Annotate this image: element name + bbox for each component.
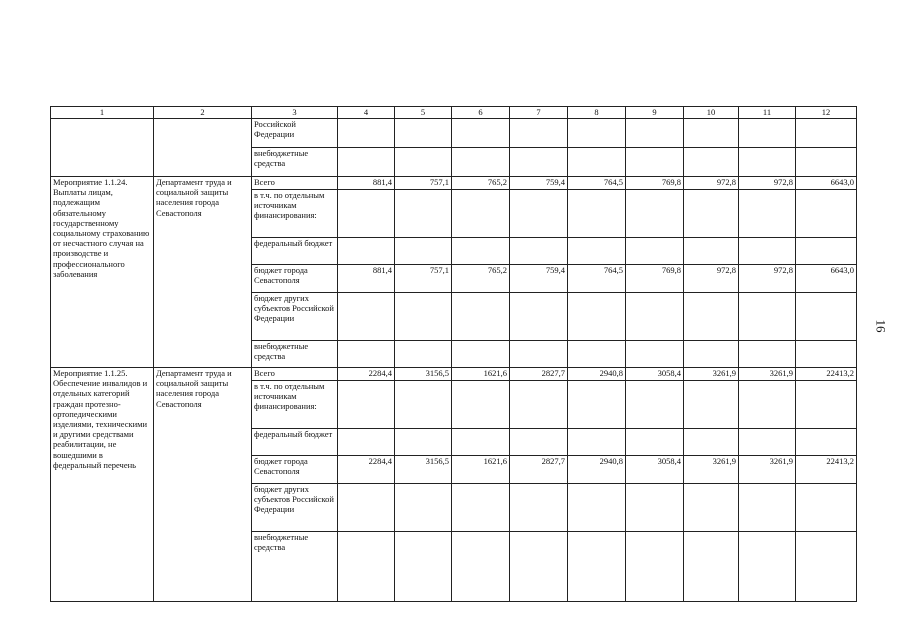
value-cell [796,429,857,456]
value-cell [338,148,395,177]
value-cell: 769,8 [626,177,684,190]
value-cell: 881,4 [338,177,395,190]
value-cell [510,293,568,341]
value-cell [452,190,510,238]
funding-source-cell: бюджет города Севастополя [252,265,338,293]
value-cell [796,148,857,177]
funding-source-cell: в т.ч. по отдельным источникам финансирования: [252,190,338,238]
value-cell [739,429,796,456]
value-cell [739,381,796,429]
value-cell: 3058,4 [626,368,684,381]
value-cell [395,341,452,368]
value-cell: 764,5 [568,177,626,190]
value-cell [568,293,626,341]
value-cell: 22413,2 [796,456,857,484]
column-header: 8 [568,107,626,119]
value-cell [684,293,739,341]
value-cell [568,381,626,429]
funding-source-cell: федеральный бюджет [252,238,338,265]
funding-source-cell: бюджет города Севастополя [252,456,338,484]
value-cell: 881,4 [338,265,395,293]
value-cell [739,532,796,602]
value-cell: 769,8 [626,265,684,293]
value-cell [796,119,857,148]
column-header: 5 [395,107,452,119]
value-cell [796,190,857,238]
value-cell [626,238,684,265]
value-cell: 759,4 [510,265,568,293]
value-cell [684,341,739,368]
value-cell [796,238,857,265]
value-cell [568,190,626,238]
measure-cell-continued [51,119,154,177]
value-cell: 3261,9 [739,368,796,381]
value-cell: 3261,9 [684,456,739,484]
value-cell: 757,1 [395,265,452,293]
value-cell [796,532,857,602]
value-cell: 2284,4 [338,368,395,381]
value-cell [626,381,684,429]
value-cell [739,190,796,238]
value-cell [626,293,684,341]
value-cell: 759,4 [510,177,568,190]
value-cell [684,532,739,602]
value-cell [395,293,452,341]
executor-cell-continued [154,119,252,177]
value-cell: 764,5 [568,265,626,293]
value-cell [338,341,395,368]
funding-source-cell: бюджет других субъектов Российской Федерации [252,484,338,532]
value-cell [684,381,739,429]
value-cell: 3058,4 [626,456,684,484]
value-cell [510,484,568,532]
value-cell [452,429,510,456]
value-cell [796,484,857,532]
value-cell [510,119,568,148]
column-header: 12 [796,107,857,119]
column-header: 9 [626,107,684,119]
measure-title-cell: Мероприятие 1.1.24. Выплаты лицам, подлежащим обязательному государственному социальному страхованию от несчастного случая на производстве и профессионального заболевания [51,177,154,368]
value-cell: 1621,6 [452,368,510,381]
value-cell [626,190,684,238]
value-cell [739,293,796,341]
value-cell [510,341,568,368]
funding-source-cell: Всего [252,177,338,190]
page-number: 16 [873,319,889,333]
funding-source-cell: Всего [252,368,338,381]
value-cell [510,238,568,265]
value-cell [510,148,568,177]
value-cell [395,119,452,148]
value-cell [739,484,796,532]
value-cell [452,148,510,177]
value-cell [626,148,684,177]
value-cell [739,148,796,177]
column-header: 3 [252,107,338,119]
value-cell [739,341,796,368]
executor-cell: Департамент труда и социальной защиты населения города Севастополя [154,368,252,602]
value-cell [510,532,568,602]
value-cell [395,381,452,429]
value-cell: 765,2 [452,177,510,190]
funding-source-cell: в т.ч. по отдельным источникам финансирования: [252,381,338,429]
value-cell: 757,1 [395,177,452,190]
value-cell: 1621,6 [452,456,510,484]
table-row [51,119,857,148]
executor-cell: Департамент труда и социальной защиты населения города Севастополя [154,177,252,368]
value-cell [452,119,510,148]
value-cell [395,238,452,265]
value-cell [796,341,857,368]
table-row [51,368,857,381]
value-cell [395,484,452,532]
value-cell: 2940,8 [568,368,626,381]
value-cell [395,532,452,602]
value-cell [510,190,568,238]
value-cell [338,484,395,532]
value-cell [510,429,568,456]
value-cell [568,341,626,368]
column-header: 11 [739,107,796,119]
value-cell: 3261,9 [739,456,796,484]
value-cell [684,148,739,177]
value-cell [452,484,510,532]
value-cell [796,381,857,429]
value-cell [796,293,857,341]
value-cell: 972,8 [739,177,796,190]
value-cell [510,381,568,429]
value-cell [395,148,452,177]
value-cell: 3156,5 [395,368,452,381]
value-cell: 2827,7 [510,368,568,381]
value-cell [626,119,684,148]
value-cell [684,190,739,238]
value-cell [626,429,684,456]
value-cell [684,484,739,532]
header-row [51,107,857,119]
value-cell: 3261,9 [684,368,739,381]
value-cell [395,190,452,238]
value-cell [568,238,626,265]
column-header: 1 [51,107,154,119]
funding-source-cell: бюджет других субъектов Российской Федерации [252,293,338,341]
value-cell: 765,2 [452,265,510,293]
value-cell [739,238,796,265]
value-cell: 2827,7 [510,456,568,484]
value-cell [338,532,395,602]
value-cell [452,381,510,429]
column-header: 7 [510,107,568,119]
funding-source-cell: внебюджетные средства [252,341,338,368]
value-cell [568,148,626,177]
value-cell: 2284,4 [338,456,395,484]
value-cell: 972,8 [684,177,739,190]
budget-table [50,106,857,602]
value-cell [568,429,626,456]
value-cell [568,484,626,532]
column-header: 6 [452,107,510,119]
value-cell [684,238,739,265]
value-cell [338,238,395,265]
value-cell [684,119,739,148]
value-cell: 6643,0 [796,177,857,190]
column-header: 10 [684,107,739,119]
value-cell [452,293,510,341]
value-cell [338,293,395,341]
value-cell: 22413,2 [796,368,857,381]
value-cell [626,484,684,532]
column-header: 4 [338,107,395,119]
value-cell [395,429,452,456]
value-cell [452,341,510,368]
value-cell [338,119,395,148]
measure-title-cell: Мероприятие 1.1.25. Обеспечение инвалидов и отдельных категорий граждан протезно-ортопедическими изделиями, техническими и другими средствами реабилитации, не вошедшими в федеральный перечень [51,368,154,602]
value-cell [568,532,626,602]
table-row [51,177,857,190]
value-cell: 972,8 [739,265,796,293]
value-cell [626,532,684,602]
value-cell [568,119,626,148]
value-cell [684,429,739,456]
funding-source-cell: внебюджетные средства [252,148,338,177]
value-cell [452,532,510,602]
value-cell: 972,8 [684,265,739,293]
column-header: 2 [154,107,252,119]
value-cell: 2940,8 [568,456,626,484]
value-cell [338,429,395,456]
funding-source-cell: федеральный бюджет [252,429,338,456]
value-cell [739,119,796,148]
value-cell [338,190,395,238]
value-cell [452,238,510,265]
value-cell: 6643,0 [796,265,857,293]
value-cell [626,341,684,368]
value-cell [338,381,395,429]
funding-source-cell: Российской Федерации [252,119,338,148]
value-cell: 3156,5 [395,456,452,484]
funding-source-cell: внебюджетные средства [252,532,338,602]
